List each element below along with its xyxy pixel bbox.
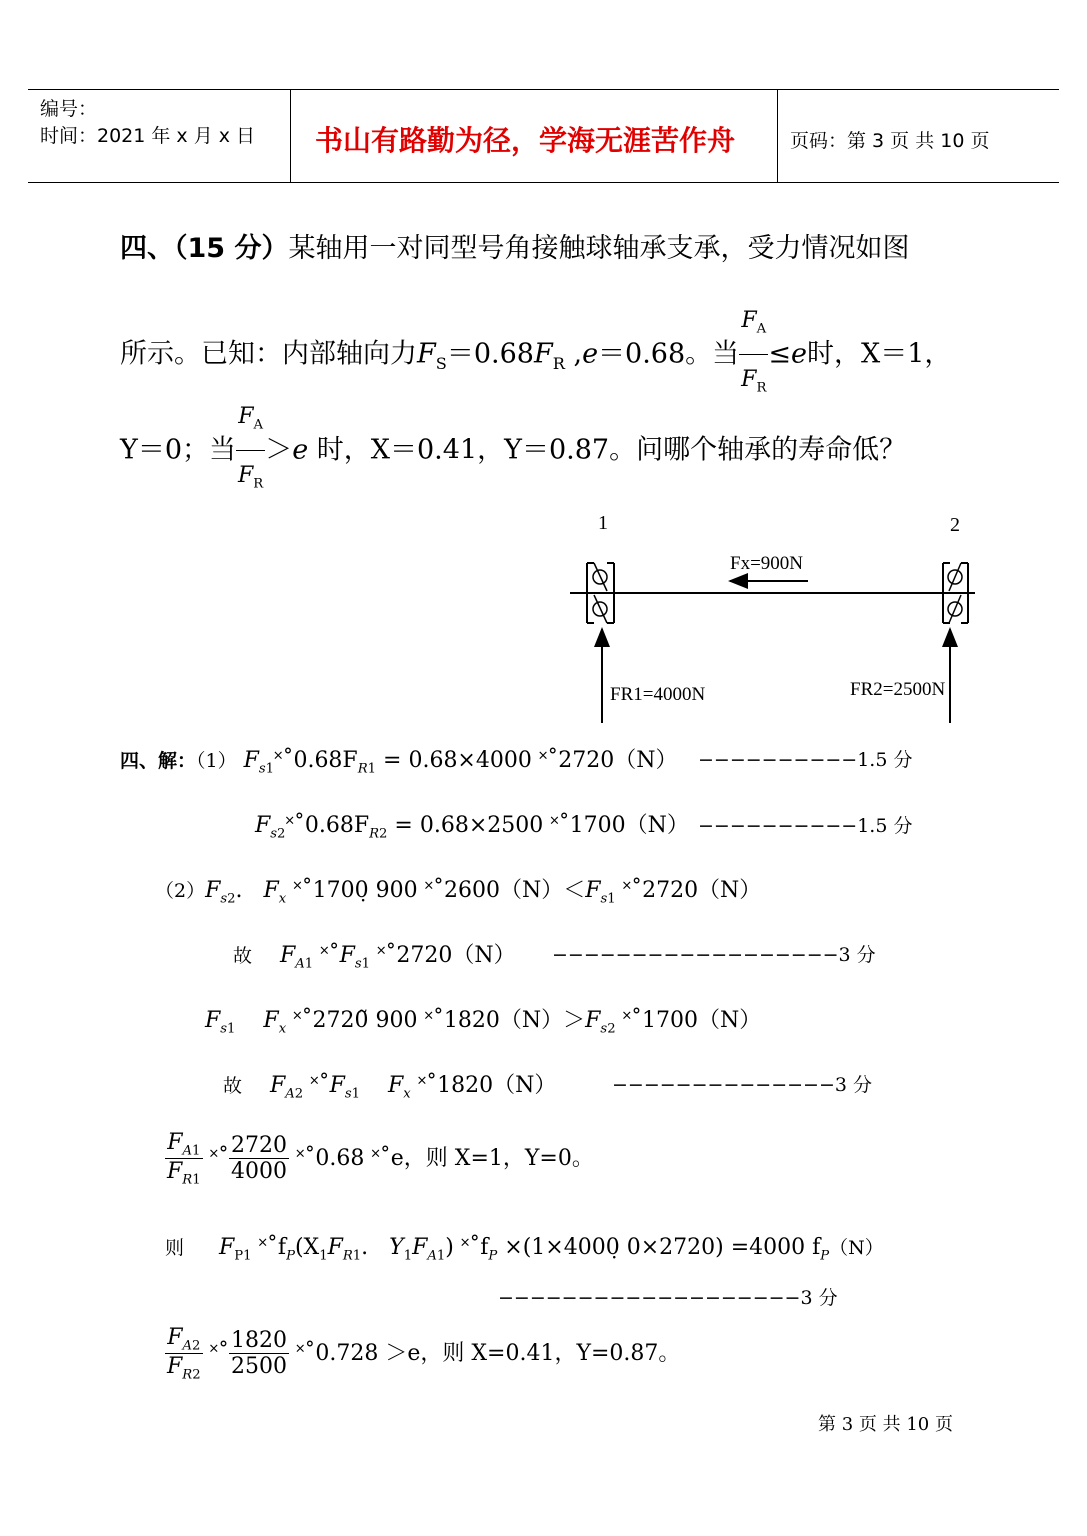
question-line-3: Y＝0；当 $\frac{F_A}{F_R}$ ＞e 时，X＝0.41，Y＝0.87。问哪个轴承的寿命低？: [120, 392, 906, 510]
label-fr2: FR2=2500N: [850, 679, 946, 700]
header-top-rule: [28, 89, 1059, 90]
label-fx: Fx=900N: [730, 553, 804, 574]
sol-l5-rest: ˟˚2720̃ 900 ˟˚1820（N）＞: [293, 1008, 586, 1033]
question-title: 四、（15 分）: [120, 233, 289, 264]
sol-l4-rest: ˟˚2720（N）: [377, 943, 516, 968]
solution-line-1: 四、解：（1） $F_{s1}˟˚0.68F_{R1} = 0.68\times 4000$ ˟˚2720（N）: [120, 748, 678, 777]
dash-3b: −−−−−−−−−−−−−−3 分: [612, 1074, 873, 1096]
question-text-2a: 所示。已知：内部轴向力: [120, 338, 417, 370]
dash-3c: −−−−−−−−−−−−−−−−−−−3 分: [498, 1287, 838, 1309]
sol-ze: 则: [165, 1237, 185, 1259]
header-motto: 书山有路勤为径，学海无涯苦作舟: [315, 124, 736, 157]
sol-gu-2: 故: [223, 1075, 243, 1097]
sol-l8-unit: （N）: [829, 1237, 884, 1259]
header-page-label: 页码：第 3 页 共 10 页: [790, 130, 990, 152]
footer-page-number: 第 3 页 共 10 页: [818, 1414, 953, 1435]
sol-l5-end: ˟˚1700（N）: [622, 1008, 762, 1033]
solution-line-6: 故 $F_{A2}$ $˟˚F_{s1}$ $F_x$ ˟˚1820（N）: [223, 1073, 557, 1102]
question-text-3b: ＞: [265, 434, 293, 466]
sol-l2-rest: = 0.68×2500 ˟˚1700（N）: [387, 813, 689, 838]
solution-line-3: $(2)F_{s2}$. $F_x$ ˟˚1700̣ 900 $˟˚2600(N)<F_{s1}$ ˟˚2720（N）: [155, 878, 762, 907]
ratio-fraction-1: $\frac{F_A}{F_R}$: [739, 296, 768, 414]
dash-3a: −−−−−−−−−−−−−−−−−−3 分: [552, 944, 876, 966]
label-bearing-1: 1: [598, 512, 608, 534]
question-text-2c: ＝0.68。当: [598, 338, 740, 370]
solution-line-2: $F_{s2}˟˚0.68F_{R2} = 0.68\times 2500$ ˟˚1700（N）: [255, 813, 689, 842]
sol-l2-expr: ˟˚0.68F: [285, 813, 370, 838]
question-text-3c: 时，X＝0.41，Y＝0.87。问哪个轴承的寿命低？: [308, 434, 907, 466]
question-line-2: 所示。已知：内部轴向力$F_S=0.68F_R$ ,e＝0.68。当 $\frac{F_A}{F_R}$ ≤e时，X＝1，: [120, 296, 951, 414]
sol-l8-d: ×(1×4000̣ 0×2720) =4000 f: [504, 1235, 821, 1260]
sol-l3-end: ˟˚2720（N）: [622, 878, 762, 903]
header-divider-right: [777, 90, 778, 183]
fraction-fa1-fr1: $\frac{F_{A1}}{F_{R1}}$: [167, 1130, 201, 1188]
dash-1: −−−−−−−−−−1.5 分: [698, 749, 913, 771]
bearing-force-diagram: [560, 505, 990, 730]
doc-time-label: 时间：2021 年 x 月 x 日: [40, 125, 256, 147]
fraction-1820-2500: $\frac{1820}{2500}$: [231, 1328, 287, 1380]
sol-gu-1: 故: [233, 945, 253, 967]
sol-l9-rest: ˟˚0.728 ＞e，则 X=0.41，Y=0.87。: [296, 1340, 681, 1366]
question-line-1: [120, 226, 909, 265]
solution-heading: 四、解：: [120, 750, 197, 772]
solution-line-5: $F_{s1}$ $F_x$ ˟˚2720̃ 900 $˟˚1820(N)>F_{s2}$ ˟˚1700（N）: [205, 1008, 762, 1037]
question-text-2b: ＝0.68: [446, 338, 534, 370]
sol-l8-a: ˟˚f: [258, 1235, 287, 1260]
sol-l1-rest: = 0.68×4000 ˟˚2720（N）: [376, 748, 678, 773]
solution-line-8: 则 $F_{P1}$ $˟˚f_P(X_1F_{R1}$. $Y_1F_{A1}$) $˟˚f_P$ ×(1×4000̣ 0×2720) =4000 $f_P(N)$: [165, 1235, 884, 1264]
dash-2: −−−−−−−−−−1.5 分: [698, 815, 913, 837]
sol-l7-rest: ˟˚0.68 ˟˚e，则 X=1，Y=0。: [296, 1145, 594, 1171]
sol-step-1: （1）: [196, 750, 237, 772]
question-text-3a: Y＝0；当: [120, 434, 237, 466]
sol-l8-b: (X: [294, 1235, 320, 1260]
sol-l8-c: ) ˟˚f: [445, 1235, 489, 1260]
header-divider-left: [290, 90, 291, 183]
solution-line-7: $\frac{F_{A1}}{F_{R1}}$ ˟˚ $\frac{2720}{4000}$ ˟˚0.68 ˟˚e，则 X=1，Y=0。: [167, 1130, 594, 1188]
header-bottom-rule: [28, 182, 1059, 183]
sol-l3-rest: ˟˚1700̣ 900 ˟˚2600（N）＜: [293, 878, 586, 903]
doc-number-label: 编号：: [40, 98, 98, 120]
solution-line-4: 故 $F_{A1}$ $˟˚F_{s1}$ ˟˚2720（N）: [233, 943, 516, 972]
label-fr1: FR1=4000N: [610, 684, 706, 705]
fraction-2720-4000: $\frac{2720}{4000}$: [231, 1133, 287, 1185]
label-bearing-2: 2: [950, 514, 960, 536]
ratio-fraction-2: $\frac{F_A}{F_R}$: [236, 392, 265, 510]
solution-line-9: $\frac{F_{A2}}{F_{R2}}$ ˟˚ $\frac{1820}{2500}$ ˟˚0.728 ＞e，则 X=0.41，Y=0.87。: [167, 1325, 681, 1383]
question-text-2d: ≤: [768, 338, 791, 370]
sol-step-2: （2）: [155, 880, 206, 902]
sol-l1-expr: ˟˚0.68F: [274, 748, 358, 773]
sol-l6-rest: ˟˚1820（N）: [417, 1073, 557, 1098]
question-text-1: 某轴用一对同型号角接触球轴承支承，受力情况如图: [288, 233, 910, 264]
fraction-fa2-fr2: $\frac{F_{A2}}{F_{R2}}$: [167, 1325, 201, 1383]
question-text-2e: 时，X＝1，: [806, 338, 952, 370]
